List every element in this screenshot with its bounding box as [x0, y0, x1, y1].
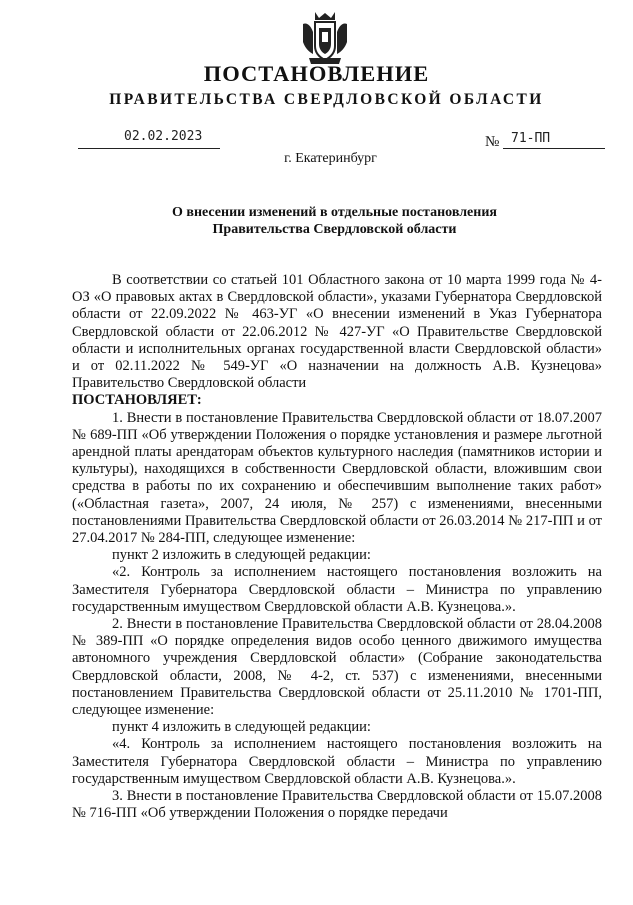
- document-date: 02.02.2023: [124, 129, 203, 144]
- clause-2: 2. Внести в постановление Правительства Свердловской области от 28.04.2008 № 389-ПП «О порядке определения видов особо ценного движимого имущества автономного учреждения Свердловской области» (Собрание законодательства Свердловской области, 2008, № 4-2, ст. 537) с изменениями, внесенными постановлением Правительства Свердловской области от 25.11.2010 № 1701-ПП, следующее изменение:: [72, 616, 602, 719]
- issuing-authority: ПРАВИТЕЛЬСТВА СВЕРДЛОВСКОЙ ОБЛАСТИ: [109, 91, 544, 108]
- document-body: [72, 272, 602, 823]
- document-subject-title: [0, 204, 633, 238]
- date-underline: [78, 148, 220, 149]
- clause-2-quote: «4. Контроль за исполнением настоящего постановления возложить на Заместителя Губернатора Свердловской области – Министра по управлению государственным имуществом Свердловской области А.В. Кузнецова.».: [72, 736, 602, 787]
- clause-2-instruction: пункт 4 изложить в следующей редакции:: [112, 719, 371, 736]
- preamble-paragraph: В соответствии со статьей 101 Областного закона от 10 марта 1999 года № 4-ОЗ «О правовых актах в Свердловской области», указами Губернатора Свердловской области от 22.09.2022 № 463-УГ «О внесении изменений в Указ Губернатора Свердловской области от 22.06.2012 № 427-УГ «О Правительстве Свердловской области и исполнительных органах государственной власти Свердловской области» и от 02.11.2022 № 549-УГ «О назначении на должность А.В. Кузнецова» Правительство Свердловской области: [72, 272, 602, 392]
- subject-line-1: О внесении изменений в отдельные постановления: [172, 205, 497, 220]
- subject-line-2: Правительства Свердловской области: [212, 222, 457, 237]
- document-type-title: ПОСТАНОВЛЕНИЕ: [203, 61, 430, 86]
- coat-of-arms-icon: [299, 10, 351, 65]
- clause-1-quote: «2. Контроль за исполнением настоящего постановления возложить на Заместителя Губернатора Свердловской области – Министра по управлению государственным имуществом Свердловской области А.В. Кузнецова.».: [72, 564, 602, 615]
- document-number: 71-ПП: [511, 131, 551, 146]
- city: г. Екатеринбург: [284, 151, 377, 166]
- number-sign: №: [485, 134, 500, 150]
- clause-1: 1. Внести в постановление Правительства Свердловской области от 18.07.2007 № 689-ПП «Об утверждении Положения о порядке установления и размере льготной арендной платы арендаторам объектов культурного наследия (памятников истории и культуры), находящихся в собственности Свердловской области, вложившим свои средства в работы по их сохранению и обеспечившим выполнение таких работ» («Областная газета», 2007, 24 июля, № 257) с изменениями, внесенными постановлениями Правительства Свердловской области от 26.03.2014 № 217-ПП и от 27.04.2017 № 284-ПП, следующее изменение:: [72, 409, 602, 547]
- clause-1-instruction: пункт 2 изложить в следующей редакции:: [112, 547, 371, 564]
- resolves-heading: ПОСТАНОВЛЯЕТ:: [72, 392, 202, 409]
- clause-3: 3. Внести в постановление Правительства Свердловской области от 15.07.2008 № 716-ПП «Об утверждении Положения о порядке передачи: [72, 788, 602, 822]
- number-underline: [503, 148, 605, 149]
